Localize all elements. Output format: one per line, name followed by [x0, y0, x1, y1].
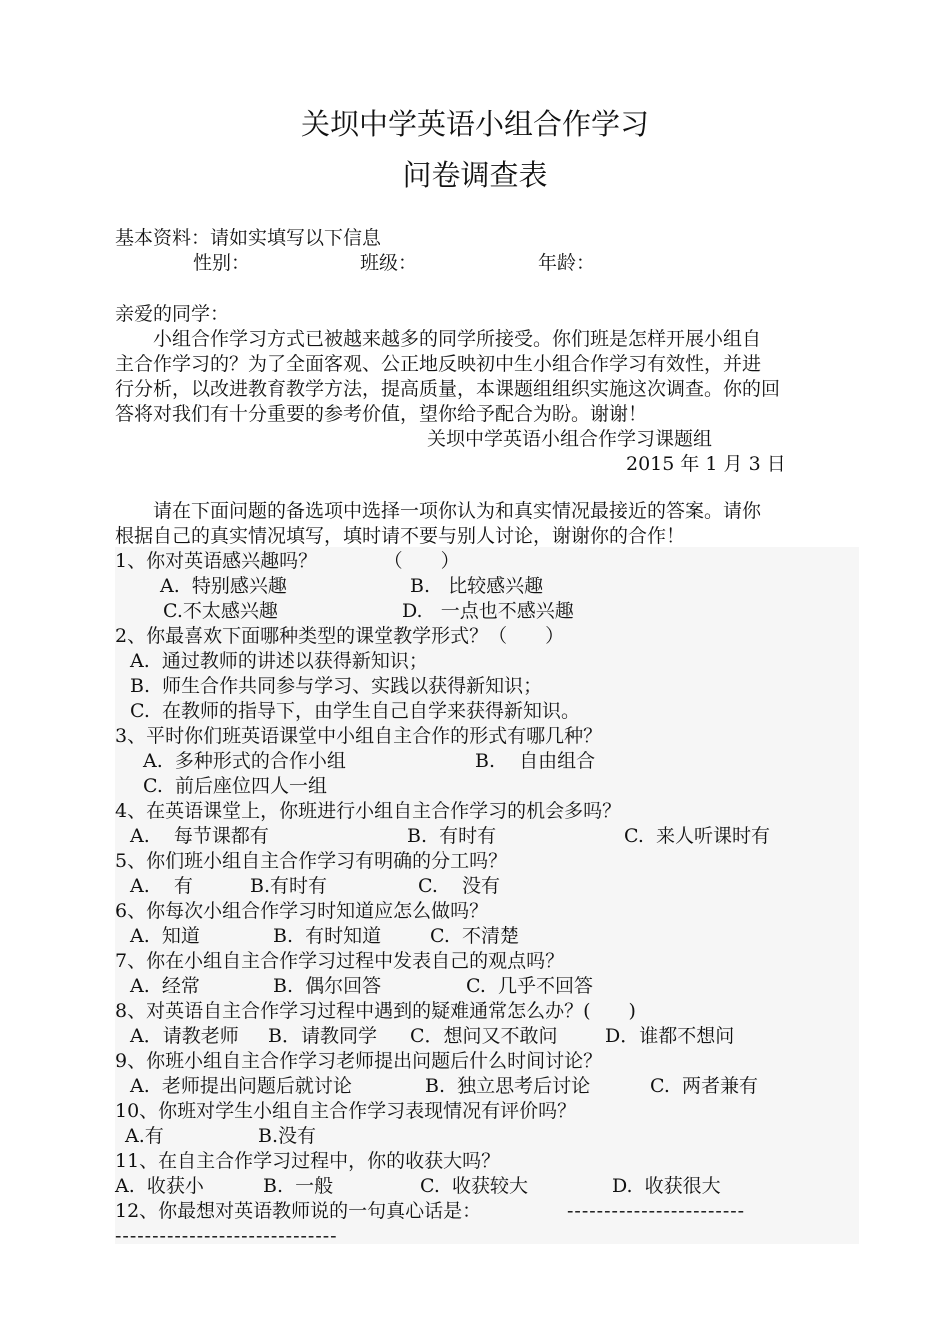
q3-option-c: C. 前后座位四人一组: [143, 775, 327, 797]
document-subtitle: 问卷调查表: [402, 158, 548, 192]
question-4: 4、在英语课堂上，你班进行小组自主合作学习的机会多吗？: [115, 800, 622, 822]
q2-option-a: A. 通过教师的讲述以获得新知识；: [130, 650, 428, 672]
q4-option-c: C. 来人听课时有: [624, 825, 770, 847]
question-2: 2、你最喜欢下面哪种类型的课堂教学形式？（ ）: [115, 625, 565, 647]
q6-option-c: C. 不清楚: [430, 925, 519, 947]
question-10: 10、你班对学生小组自主合作学习表现情况有评价吗？: [115, 1100, 577, 1122]
question-6: 6、你每次小组合作学习时知道应怎么做吗？: [115, 900, 489, 922]
q4-option-b: B. 有时有: [407, 825, 497, 847]
age-field: 年龄：: [538, 252, 596, 274]
basic-info-heading: 基本资料：请如实填写以下信息: [115, 227, 382, 249]
intro-line: 主合作学习的？为了全面客观、公正地反映初中生小组合作学习有效性，并进: [115, 353, 762, 375]
q11-option-d: D. 收获很大: [612, 1175, 721, 1197]
q2-option-c: C. 在教师的指导下，由学生自己自学来获得新知识。: [130, 700, 580, 722]
q10-option-a: A.有: [125, 1125, 164, 1147]
q4-option-a: A. 每节课都有: [130, 825, 269, 847]
q10-option-b: B.没有: [258, 1125, 317, 1147]
question-12: 12、你最想对英语教师说的一句真心话是：: [115, 1200, 482, 1222]
q11-option-a: A. 收获小: [115, 1175, 204, 1197]
signature: 关坝中学英语小组合作学习课题组: [427, 428, 713, 450]
answer-line: ------------------------: [567, 1200, 746, 1222]
instructions-line: 请在下面问题的备选项中选择一项你认为和真实情况最接近的答案。请你: [115, 500, 762, 522]
q2-option-b: B. 师生合作共同参与学习、实践以获得新知识；: [130, 675, 543, 697]
question-11: 11、在自主合作学习过程中，你的收获大吗？: [115, 1150, 501, 1172]
q5-option-b: B.有时有: [250, 875, 328, 897]
q1-option-a: A. 特别感兴趣: [160, 575, 287, 597]
class-field: 班级：: [360, 252, 418, 274]
q5-option-a: A. 有: [130, 875, 193, 897]
question-1: 1、你对英语感兴趣吗？ （ ）: [115, 550, 460, 572]
intro-line: 小组合作学习方式已被越来越多的同学所接受。你们班是怎样开展小组自: [115, 328, 762, 350]
question-7: 7、你在小组自主合作学习过程中发表自己的观点吗？: [115, 950, 565, 972]
document-title: 关坝中学英语小组合作学习: [300, 107, 649, 141]
question-9: 9、你班小组自主合作学习老师提出问题后什么时间讨论？: [115, 1050, 603, 1072]
question-5: 5、你们班小组自主合作学习有明确的分工吗？: [115, 850, 508, 872]
q7-option-b: B. 偶尔回答: [273, 975, 382, 997]
date: 2015 年 1 月 3 日: [626, 453, 786, 475]
q8-option-a: A．请教老师: [130, 1025, 239, 1047]
intro-line: 行分析，以改进教育教学方法，提高质量，本课题组组织实施这次调查。你的回: [115, 378, 781, 400]
gender-field: 性别：: [193, 252, 251, 274]
q8-option-c: C．想问又不敢问: [410, 1025, 558, 1047]
q7-option-c: C. 几乎不回答: [466, 975, 593, 997]
q5-option-c: C. 没有: [418, 875, 501, 897]
q3-option-b: B. 自由组合: [475, 750, 596, 772]
q7-option-a: A. 经常: [130, 975, 200, 997]
q8-option-d: D．谁都不想问: [605, 1025, 735, 1047]
q11-option-b: B. 一般: [263, 1175, 334, 1197]
answer-line: ------------------------------: [115, 1225, 338, 1247]
q1-option-d: D. 一点也不感兴趣: [402, 600, 574, 622]
q1-option-c: C.不太感兴趣: [163, 600, 278, 622]
q9-option-b: B. 独立思考后讨论: [425, 1075, 591, 1097]
question-8: 8、对英语自主合作学习过程中遇到的疑难通常怎么办？( ): [115, 1000, 636, 1022]
instructions-line: 根据自己的真实情况填写，填时请不要与别人讨论，谢谢你的合作！: [115, 525, 686, 547]
q11-option-c: C. 收获较大: [420, 1175, 528, 1197]
q1-option-b: B. 比较感兴趣: [410, 575, 544, 597]
intro-line: 答将对我们有十分重要的参考价值，望你给予配合为盼。谢谢！: [115, 403, 648, 425]
greeting: 亲爱的同学：: [115, 303, 230, 325]
q3-option-a: A. 多种形式的合作小组: [143, 750, 346, 772]
q8-option-b: B．请教同学: [268, 1025, 377, 1047]
q9-option-c: C. 两者兼有: [650, 1075, 758, 1097]
q6-option-b: B. 有时知道: [273, 925, 382, 947]
q9-option-a: A. 老师提出问题后就讨论: [130, 1075, 352, 1097]
q6-option-a: A. 知道: [130, 925, 200, 947]
question-3: 3、平时你们班英语课堂中小组自主合作的形式有哪几种？: [115, 725, 603, 747]
